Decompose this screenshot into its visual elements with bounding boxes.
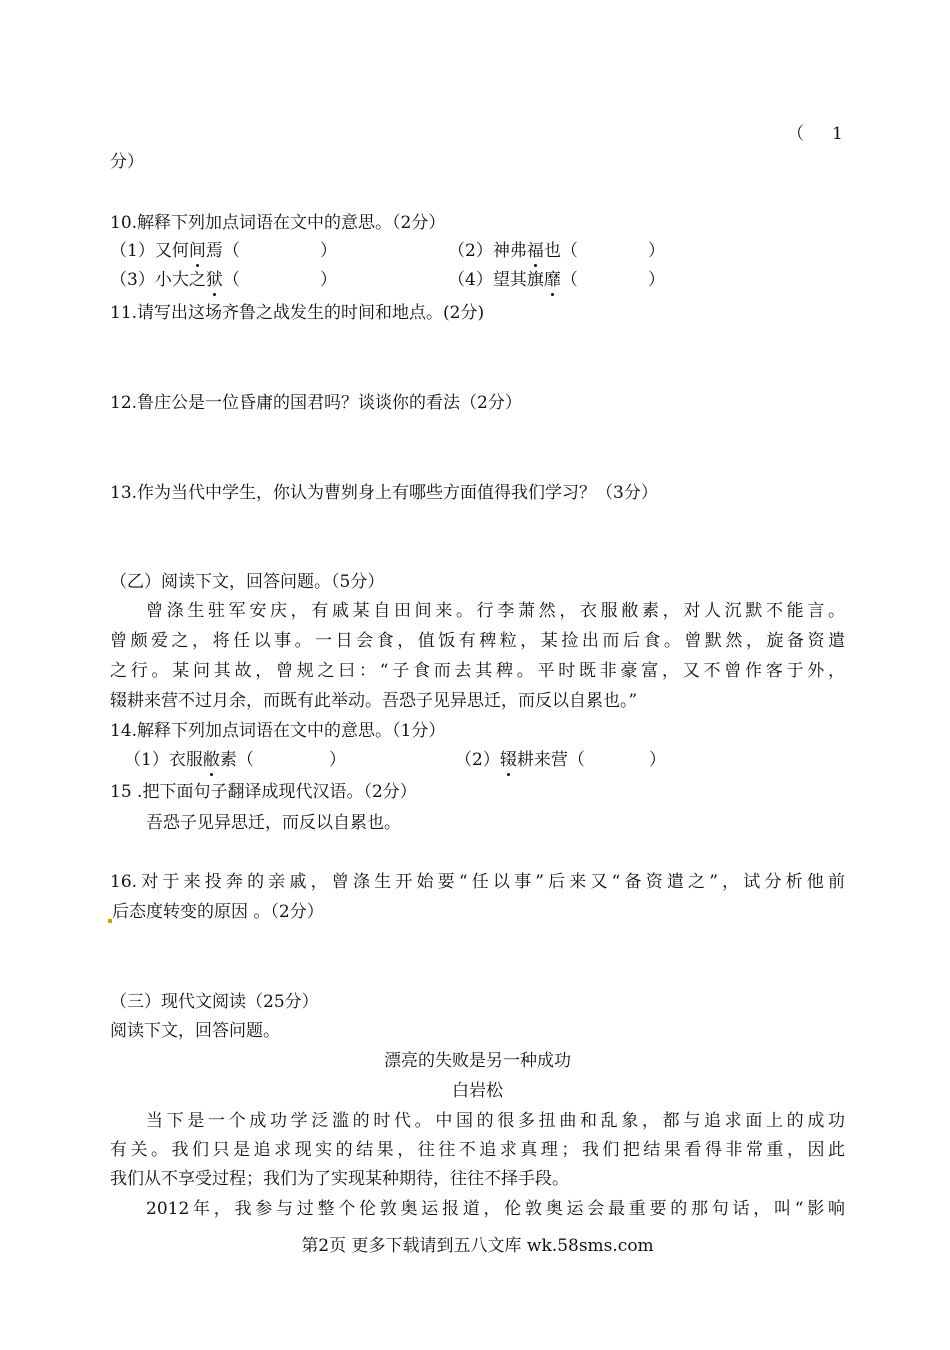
q10-item-3: （3）小大之狱（ ） <box>110 270 337 290</box>
dotted-char: 辍 <box>499 750 517 770</box>
q10-item-4: （4）望其旗靡（ ） <box>448 270 665 290</box>
dotted-char: 狱 <box>205 270 223 290</box>
score-number: 1 <box>832 124 843 144</box>
article-line-4: 2012年，我参与过整个伦敦奥运报道，伦敦奥运会最重要的那句话，叫“影响 <box>146 1199 845 1219</box>
yi-line-2: 曾颇爱之，将任以事。一日会食，值饭有稗粒，某捡出而后食。曾默然，旋备资遣 <box>110 631 845 651</box>
yi-title: （乙）阅读下文，回答问题。（5分） <box>110 572 385 592</box>
yi-line-4: 辍耕来营不过月余，而既有此举动。吾恐子见异思迁，而反以自累也。” <box>110 691 638 711</box>
q10-item-1-text: （1）又何间焉（ <box>110 241 240 261</box>
article-author: 白岩松 <box>452 1081 503 1101</box>
page-footer: 第2页 更多下载请到五八文库 wk.58sms.com <box>301 1236 654 1256</box>
yi-line-3: 之行。某问其故，曾规之曰：“子食而去其稗。平时既非豪富，又不曾作客于外， <box>110 661 845 681</box>
article-line-2: 有关。我们只是追求现实的结果，往往不追求真理；我们把结果看得非常重，因此 <box>110 1140 845 1160</box>
q10-item-4-close: ） <box>648 270 665 290</box>
q10-title: 10.解释下列加点词语在文中的意思。（2分） <box>110 213 446 233</box>
q10-item-1-close: ） <box>320 241 337 261</box>
q14-item-1-close: ） <box>329 750 346 770</box>
q15-sentence: 吾恐子见异思迁，而反以自累也。 <box>146 813 401 833</box>
dotted-char: 福 <box>526 241 544 261</box>
q15-title: 15 .把下面句子翻译成现代汉语。（2分） <box>110 782 417 802</box>
q14-item-1: （1）衣服敝素（ ） <box>124 750 346 770</box>
q10-item-2-close: ） <box>648 241 665 261</box>
section-3-title: （三）现代文阅读（25分） <box>110 992 319 1012</box>
q14-title: 14.解释下列加点词语在文中的意思。（1分） <box>110 721 446 741</box>
dotted-char: 敝 <box>202 750 220 770</box>
q13: 13.作为当代中学生，你认为曹刿身上有哪些方面值得我们学习？（3分） <box>110 483 658 503</box>
q12: 12.鲁庄公是一位昏庸的国君吗？谈谈你的看法（2分） <box>110 393 522 413</box>
score-unit: 分） <box>110 152 144 172</box>
score-open-paren: （ <box>787 124 804 144</box>
q10-item-2: （2）神弗福也（ ） <box>448 241 665 261</box>
dotted-char: 间 <box>188 241 206 261</box>
yi-line-1: 曾涤生驻军安庆，有戚某自田间来。行李萧然，衣服敝素，对人沉默不能言。 <box>146 601 845 621</box>
q14-item-2-close: ） <box>649 750 666 770</box>
section-3-instruction: 阅读下文，回答问题。 <box>110 1021 280 1041</box>
q10-item-3-close: ） <box>320 270 337 290</box>
article-line-3: 我们从不享受过程；我们为了实现某种期待，往往不择手段。 <box>110 1169 569 1189</box>
q11: 11.请写出这场齐鲁之战发生的时间和地点。(2分) <box>110 303 485 323</box>
q16-line-2-text: 后态度转变的原因 。（2分） <box>112 902 324 922</box>
q14-item-2: （2）辍耕来营（ ） <box>455 750 666 770</box>
q16-line-1: 16.对于来投奔的亲戚，曾涤生开始要“任以事”后来又“备资遣之”，试分析他前 <box>110 872 845 892</box>
article-line-1: 当下是一个成功学泛滥的时代。中国的很多扭曲和乱象，都与追求面上的成功 <box>146 1111 845 1131</box>
q16-line-2 <box>110 901 845 923</box>
dotted-char: 靡 <box>543 270 561 290</box>
article-title: 漂亮的失败是另一种成功 <box>384 1051 571 1071</box>
